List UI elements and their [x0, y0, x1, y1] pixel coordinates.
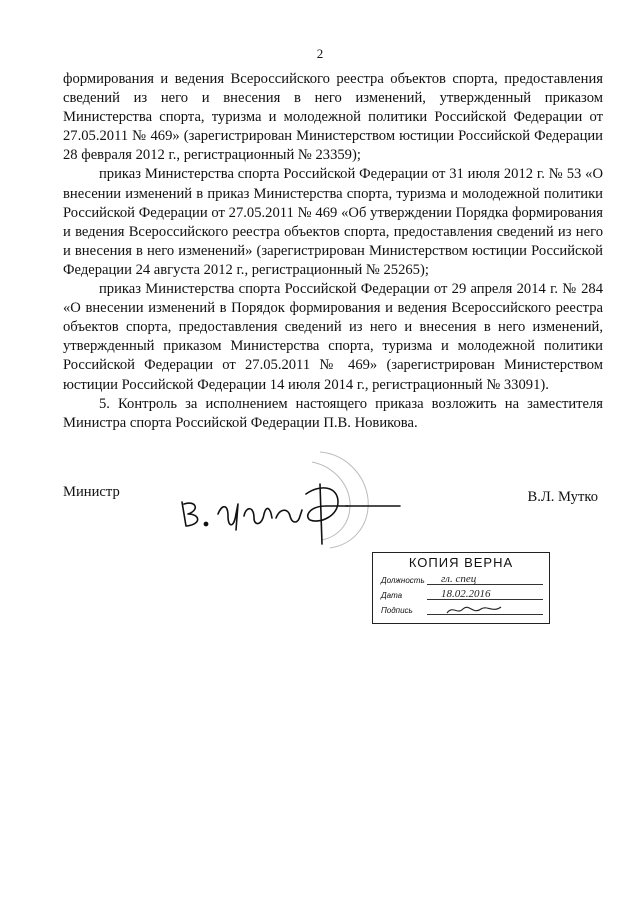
stamp-row-position — [381, 573, 543, 587]
signer-name: В.Л. Мутко — [527, 489, 598, 505]
handwritten-signature-icon — [170, 444, 430, 554]
stamp-handwritten-value: 18.02.2016 — [441, 588, 491, 600]
certified-copy-stamp — [372, 552, 550, 624]
paragraph-order-53: приказ Министерства спорта Российской Федерации от 31 июля 2012 г. № 53 «О внесении изменений в приказ Министерства спорта, туризма и молодежной политики Российской Федерации от 27.05.2011 № 469 «Об утверждении Порядка формирования и ведения Всероссийского реестра объектов спорта, предоставления сведений из него и внесения в него изменений» (зарегистрирован Министерством юстиции Российской Федерации 24 августа 2012 г., регистрационный № 25265); — [63, 166, 603, 278]
stamp-label: Дата — [381, 591, 403, 600]
stamp-label: Подпись — [381, 606, 413, 615]
stamp-handwritten-value: гл. спец — [441, 573, 477, 585]
stamp-signature-icon — [445, 603, 505, 617]
document-body — [63, 70, 603, 433]
paragraph-order-284: приказ Министерства спорта Российской Федерации от 29 апреля 2014 г. № 284 «О внесении изменений в Порядок формирования и ведения Всероссийского реестра объектов спорта, предоставления сведений из него и внесения в него изменений, утвержденный приказом Министерства спорта, туризма и молодежной политики Российской Федерации от 27.05.2011 № 469» (зарегистрирован Министерством юстиции Российской Федерации 14 июля 2014 г., регистрационный № 33091). — [63, 281, 603, 393]
stamp-row-date — [381, 588, 543, 602]
stamp-title: КОПИЯ ВЕРНА — [408, 555, 514, 570]
page-number: 2 — [316, 46, 324, 61]
stamp-label: Должность — [381, 576, 425, 585]
paragraph-continuation: формирования и ведения Всероссийского реестра объектов спорта, предоставления сведений из него и внесения в него изменений, утвержденный приказом Министерства спорта, туризма и молодежной политики Российской Федерации от 27.05.2011 № 469» (зарегистрирован Министерством юстиции Российской Федерации 28 февраля 2012 г., регистрационный № 23359); — [63, 71, 603, 164]
stamp-row-signature — [381, 603, 543, 617]
signer-title: Министр — [63, 484, 120, 500]
paragraph-control-clause: 5. Контроль за исполнением настоящего приказа возложить на заместителя Министра спорта Российской Федерации П.В. Новикова. — [63, 395, 603, 431]
